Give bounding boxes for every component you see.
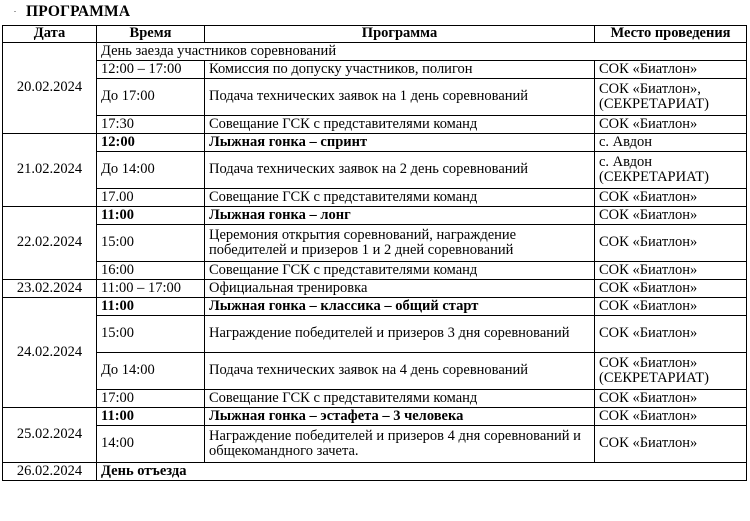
time-cell: 15:00 [97, 316, 205, 353]
program-cell: Официальная тренировка [205, 280, 595, 298]
heading-bullet: . [14, 5, 16, 14]
time-cell: 11:00 [97, 408, 205, 426]
venue-cell: СОК «Биатлон» (СЕКРЕТАРИАТ) [595, 353, 747, 390]
time-cell: До 14:00 [97, 353, 205, 390]
program-cell: Совещание ГСК с представителями команд [205, 390, 595, 408]
table-row [3, 207, 747, 225]
time-cell: 16:00 [97, 262, 205, 280]
schedule-table [2, 25, 747, 481]
venue-cell: СОК «Биатлон» [595, 207, 747, 225]
column-header-venue: Место проведения [595, 26, 747, 43]
program-cell: Лыжная гонка – спринт [205, 134, 595, 152]
time-cell: 17:30 [97, 116, 205, 134]
time-cell: 12:00 – 17:00 [97, 61, 205, 79]
table-row [3, 316, 747, 353]
program-cell: Лыжная гонка – классика – общий старт [205, 298, 595, 316]
program-cell: Церемония открытия соревнований, награждение победителей и призеров 1 и 2 дней соревнований [205, 225, 595, 262]
program-cell: Награждение победителей и призеров 3 дня соревнований [205, 316, 595, 353]
program-cell: День заезда участников соревнований [97, 43, 747, 61]
venue-cell: СОК «Биатлон» [595, 280, 747, 298]
time-cell: 11:00 [97, 207, 205, 225]
time-cell: До 14:00 [97, 152, 205, 189]
time-cell: 15:00 [97, 225, 205, 262]
table-row [3, 262, 747, 280]
program-cell: Лыжная гонка – лонг [205, 207, 595, 225]
date-cell: 26.02.2024 [3, 463, 97, 481]
table-row [3, 408, 747, 426]
program-cell: Награждение победителей и призеров 4 дня соревнований и общекомандного зачета. [205, 426, 595, 463]
venue-cell: с. Авдон [595, 134, 747, 152]
program-cell: Подача технических заявок на 2 день соревнований [205, 152, 595, 189]
table-row [3, 225, 747, 262]
date-cell: 21.02.2024 [3, 134, 97, 207]
time-cell: 14:00 [97, 426, 205, 463]
venue-cell: с. Авдон (СЕКРЕТАРИАТ) [595, 152, 747, 189]
table-row [3, 134, 747, 152]
date-cell: 25.02.2024 [3, 408, 97, 463]
program-cell: Совещание ГСК с представителями команд [205, 262, 595, 280]
time-cell: 11:00 – 17:00 [97, 280, 205, 298]
date-cell: 22.02.2024 [3, 207, 97, 280]
venue-cell: СОК «Биатлон» [595, 116, 747, 134]
table-row [3, 61, 747, 79]
table-row [3, 79, 747, 116]
time-cell: 12:00 [97, 134, 205, 152]
venue-cell: СОК «Биатлон» [595, 426, 747, 463]
table-row [3, 463, 747, 481]
schedule-table-header [3, 26, 747, 43]
time-cell: 17.00 [97, 189, 205, 207]
program-cell: Совещание ГСК с представителями команд [205, 189, 595, 207]
venue-cell: СОК «Биатлон» [595, 225, 747, 262]
table-row [3, 353, 747, 390]
date-cell: 23.02.2024 [3, 280, 97, 298]
schedule-table-body [3, 43, 747, 481]
date-cell: 20.02.2024 [3, 43, 97, 134]
venue-cell: СОК «Биатлон» [595, 189, 747, 207]
page-heading [0, 0, 130, 24]
venue-cell: СОК «Биатлон» [595, 408, 747, 426]
venue-cell: СОК «Биатлон» [595, 390, 747, 408]
venue-cell: СОК «Биатлон» [595, 316, 747, 353]
venue-cell: СОК «Биатлон» [595, 61, 747, 79]
column-header-program: Программа [205, 26, 595, 43]
venue-cell: СОК «Биатлон», (СЕКРЕТАРИАТ) [595, 79, 747, 116]
column-header-time: Время [97, 26, 205, 43]
table-row [3, 298, 747, 316]
table-row [3, 189, 747, 207]
program-cell: Подача технических заявок на 1 день соревнований [205, 79, 595, 116]
time-cell: До 17:00 [97, 79, 205, 116]
date-cell: 24.02.2024 [3, 298, 97, 408]
program-cell: Совещание ГСК с представителями команд [205, 116, 595, 134]
venue-cell: СОК «Биатлон» [595, 262, 747, 280]
program-cell: День отъезда [97, 463, 747, 481]
page-title: ПРОГРАММА [26, 3, 131, 20]
program-cell: Лыжная гонка – эстафета – 3 человека [205, 408, 595, 426]
program-cell: Комиссия по допуску участников, полигон [205, 61, 595, 79]
time-cell: 11:00 [97, 298, 205, 316]
venue-cell: СОК «Биатлон» [595, 298, 747, 316]
table-row [3, 116, 747, 134]
program-cell: Подача технических заявок на 4 день соревнований [205, 353, 595, 390]
table-row [3, 390, 747, 408]
table-row [3, 426, 747, 463]
header-row [3, 26, 747, 43]
table-row [3, 43, 747, 61]
column-header-date: Дата [3, 26, 97, 43]
time-cell: 17:00 [97, 390, 205, 408]
table-row [3, 152, 747, 189]
table-row [3, 280, 747, 298]
